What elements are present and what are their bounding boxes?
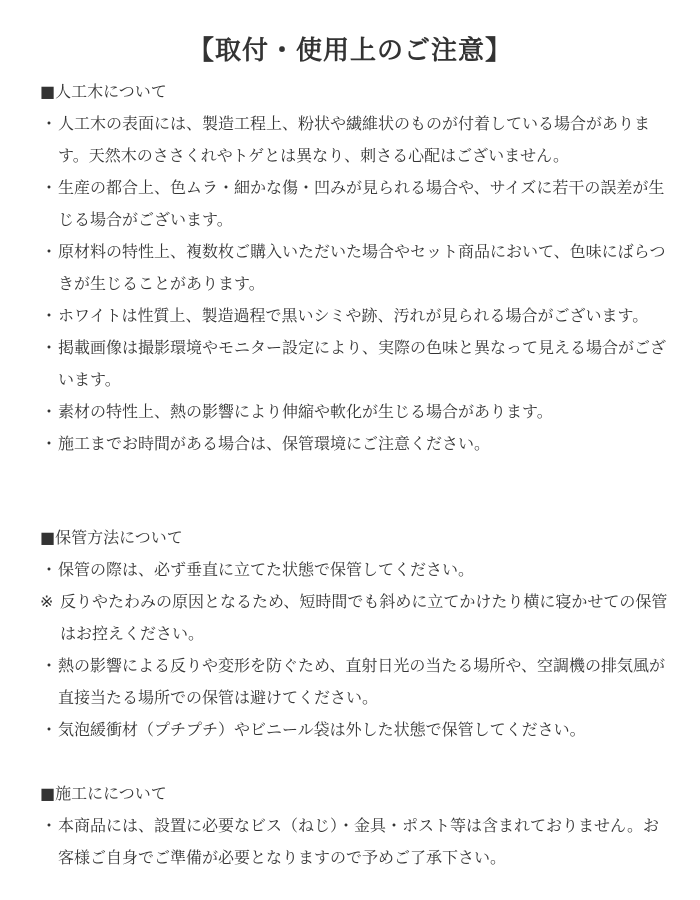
list-item-text: 素材の特性上、熱の影響により伸縮や軟化が生じる場合があります。 (58, 402, 553, 421)
list-item-text: 本商品には、設置に必要なビス（ねじ）・金具・ポスト等は含まれておりません。お客様ご自身でご準備が必要となりますので予めご了承下さい。 (58, 816, 659, 867)
list-item (40, 554, 670, 586)
section-heading: ■人工木について (40, 82, 167, 101)
list-item (40, 300, 670, 332)
list-item-text: 原材料の特性上、複数枚ご購入いただいた場合やセット商品において、色味にばらつきが生じることがあります。 (58, 242, 666, 293)
bullet-marker: ・ (40, 656, 57, 675)
list-item (40, 332, 670, 396)
note-text: 反りやたわみの原因となるため、短時間でも斜めに立てかけたり横に寝かせての保管はお控えください。 (60, 592, 668, 643)
list-item (40, 810, 670, 874)
list-item (40, 714, 670, 746)
section-artificial-wood (40, 76, 670, 460)
list-item-text: 掲載画像は撮影環境やモニター設定により、実際の色味と異なって見える場合がございます。 (58, 338, 667, 389)
section-storage (40, 522, 670, 746)
list-item-text: 生産の都合上、色ムラ・細かな傷・凹みが見られる場合や、サイズに若干の誤差が生じる場合がございます。 (58, 178, 665, 229)
list-item-text: 保管の際は、必ず垂直に立てた状態で保管してください。 (58, 560, 475, 579)
bullet-marker: ・ (40, 816, 57, 835)
bullet-marker: ・ (40, 402, 57, 421)
page-title: 【取付・使用上のご注意】 (187, 36, 512, 66)
list-item (40, 396, 670, 428)
list-item-text: 施工までお時間がある場合は、保管環境にご注意ください。 (58, 434, 491, 453)
list-item-text: 熱の影響による反りや変形を防ぐため、直射日光の当たる場所や、空調機の排気風が直接当たる場所での保管は避けてください。 (58, 656, 666, 707)
list-item-text: 気泡緩衝材（プチプチ）やビニール袋は外した状態で保管してください。 (58, 720, 586, 739)
bullet-marker: ・ (40, 434, 57, 453)
bullet-marker: ・ (40, 720, 57, 739)
note-marker: ※ (40, 592, 54, 611)
list-item (40, 108, 670, 172)
list-item (40, 650, 670, 714)
bullet-marker: ・ (40, 560, 57, 579)
section-installation (40, 778, 670, 874)
note-item (40, 586, 670, 650)
bullet-marker: ・ (40, 242, 57, 261)
list-item-text: ホワイトは性質上、製造過程で黒いシミや跡、汚れが見られる場合がございます。 (58, 306, 649, 325)
section-heading: ■施工にについて (40, 784, 167, 803)
list-item-text: 人工木の表面には、製造工程上、粉状や繊維状のものが付着している場合があります。天然木のささくれやトゲとは異なり、刺さる心配はございません。 (58, 114, 651, 165)
bullet-marker: ・ (40, 114, 57, 133)
list-item (40, 172, 670, 236)
list-item (40, 428, 670, 460)
bullet-marker: ・ (40, 338, 57, 357)
section-heading: ■保管方法について (40, 528, 183, 547)
bullet-marker: ・ (40, 306, 57, 325)
bullet-marker: ・ (40, 178, 57, 197)
list-item (40, 236, 670, 300)
